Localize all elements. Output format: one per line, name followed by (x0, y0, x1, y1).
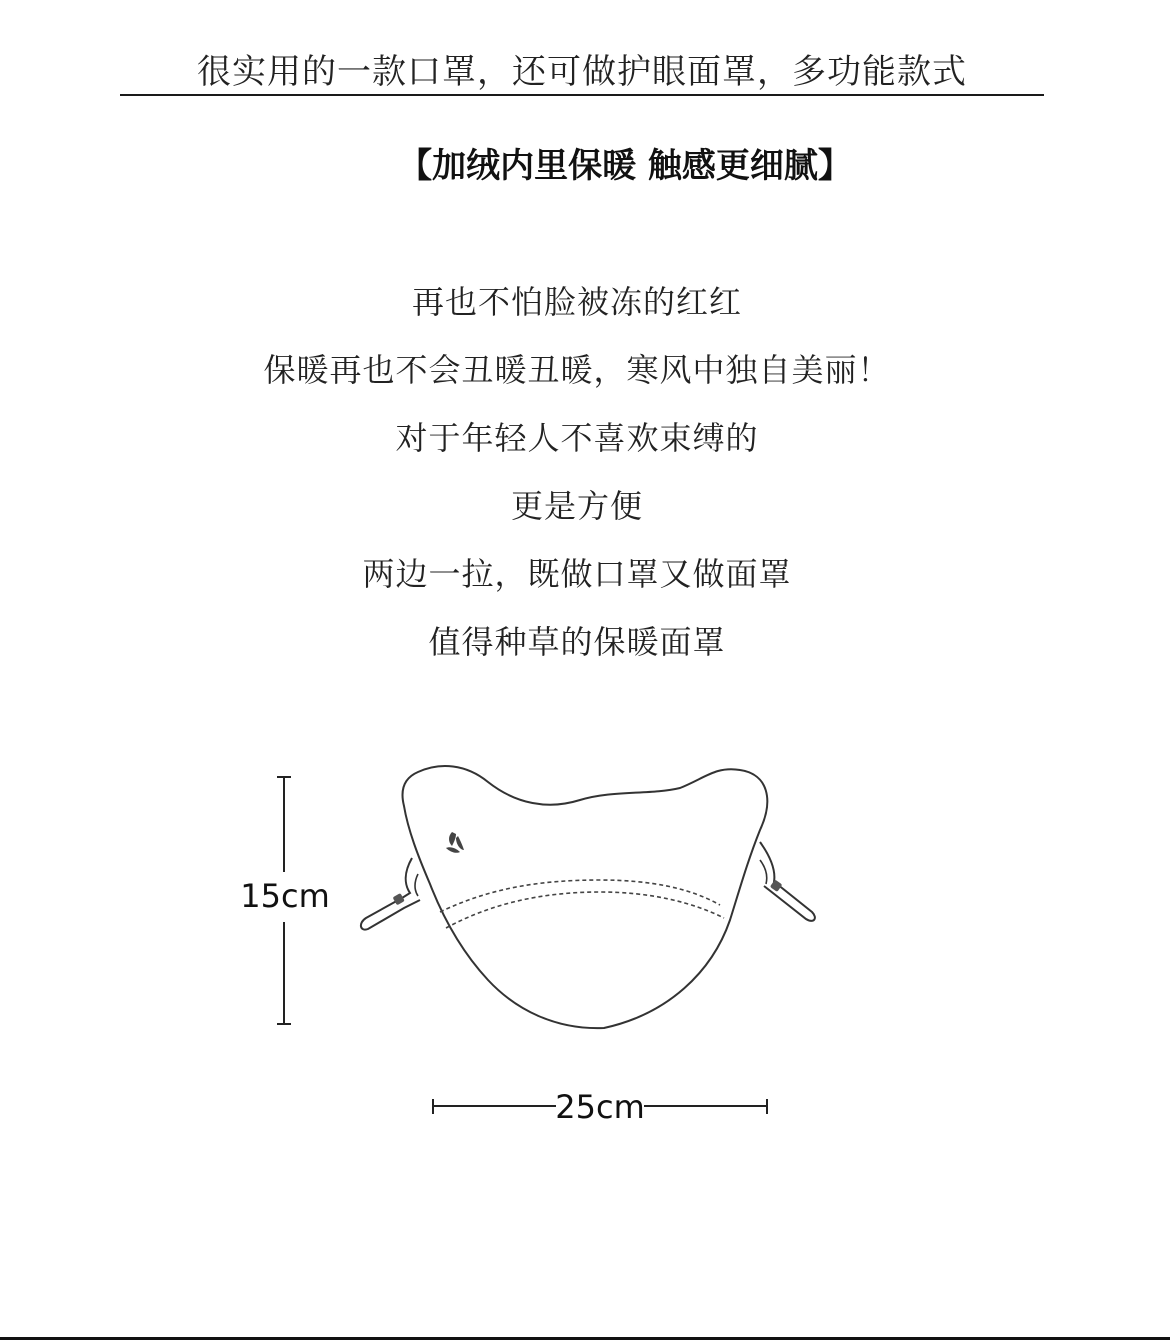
right-ear-strap (760, 842, 815, 921)
feature-subheading: 【加绒内里保暖 触感更细腻】 (398, 146, 852, 186)
left-ear-strap-inner (415, 874, 418, 896)
page-headline: 很实用的一款口罩，还可做护眼面罩，多功能款式 (197, 52, 967, 92)
mask-illustration (361, 766, 815, 1028)
right-cord-toggle (770, 879, 783, 892)
height-label: 15cm (240, 877, 330, 915)
left-cord-toggle (393, 893, 405, 905)
description-line: 再也不怕脸被冻的红红 (411, 283, 742, 321)
description-line: 两边一拉，既做口罩又做面罩 (362, 555, 792, 593)
left-ear-strap (361, 858, 420, 930)
width-label: 25cm (555, 1088, 645, 1126)
bottom-divider (0, 1337, 1170, 1340)
description-line: 对于年轻人不喜欢束缚的 (395, 419, 759, 457)
mask-body-outline (403, 766, 768, 1028)
description-line: 值得种草的保暖面罩 (428, 623, 726, 661)
description-line: 更是方便 (510, 487, 643, 525)
description-line: 保暖再也不会丑暖丑暖，寒风中独自美丽！ (263, 351, 891, 389)
right-ear-strap-inner (760, 860, 767, 884)
